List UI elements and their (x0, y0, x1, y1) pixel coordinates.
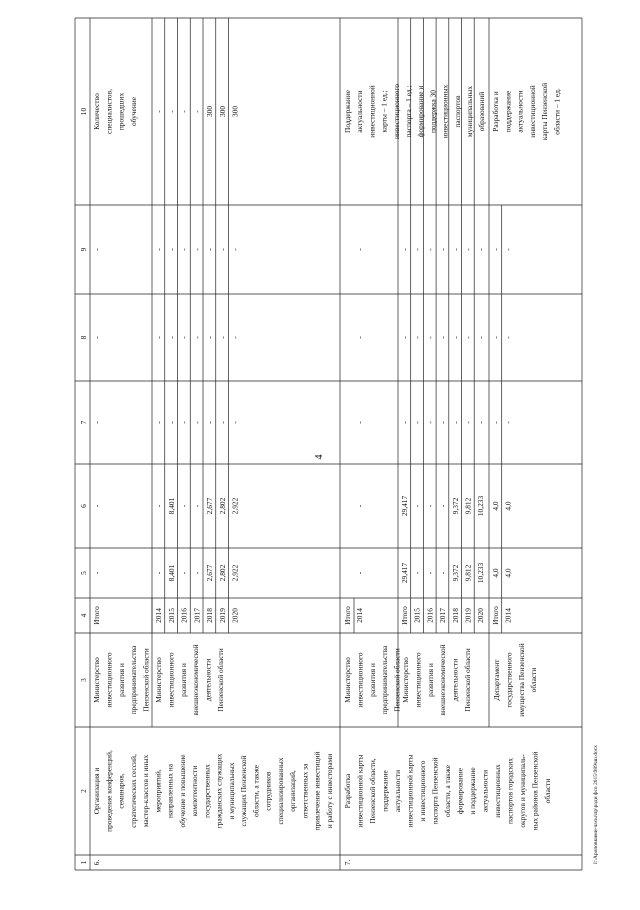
row7-result-label: формирование и (416, 85, 426, 138)
row6-measure: сотрудников (263, 771, 273, 811)
row7-year-value: - (425, 421, 435, 424)
row7-result-c: поддержание (503, 90, 513, 133)
row7-total-value: - (355, 421, 364, 424)
row6-year-value: - (154, 248, 163, 251)
row6-year: 2017 (192, 608, 202, 623)
row7-year-value: 9,372 (450, 564, 460, 582)
row7-year-value: - (450, 336, 460, 339)
row7-executor-a: Пензенской области (392, 648, 402, 712)
row7-measure: поддержание (380, 770, 390, 812)
row6-measure: компетентности (190, 765, 199, 817)
row7-measure: Пензенской области, (368, 758, 377, 824)
row6-year-value: - (192, 248, 202, 251)
row7-year-value: - (425, 571, 435, 575)
row6-year-value: - (192, 504, 202, 508)
row6-year-value: - (230, 421, 240, 424)
row6-total-value: - (92, 248, 101, 251)
row6-year: 2019 (217, 608, 227, 623)
row6-executor-a: развития и (116, 663, 126, 697)
row7-year-value: - (463, 248, 473, 251)
row7-result-label: поддержка 30 (428, 89, 438, 134)
row6-year: 2016 (179, 608, 189, 623)
table-grid (75, 18, 582, 870)
row7-year-value: 10,233 (476, 562, 486, 584)
row7-year-value: - (463, 336, 473, 339)
row7-result-label: паспортов (452, 95, 462, 128)
column-number: 4 (79, 613, 88, 618)
row7-year-value: 4,0 (491, 568, 500, 578)
row7-executor-b: Министерство (401, 657, 410, 703)
row7-year-value: - (400, 336, 409, 339)
page-number: 4 (314, 454, 325, 460)
row7-measure: и инвестиционного (418, 760, 427, 822)
row7-year-value: - (491, 248, 500, 251)
column-number: 3 (79, 678, 88, 682)
row7-total-value: - (355, 336, 364, 339)
row7-year-value: - (438, 336, 448, 339)
row7-year-value: 9,372 (450, 497, 460, 515)
row6-year-value: - (205, 336, 214, 339)
row7-year-value: - (503, 336, 513, 339)
row6-total-value: - (92, 504, 101, 508)
row7-measure: Разработка (343, 773, 352, 809)
row7-total-value: - (355, 504, 364, 508)
row6-total-value: - (92, 336, 101, 339)
row7-measure: паспортов городских (505, 758, 515, 824)
row6-total-label: Итого (92, 606, 101, 625)
row6-year-value: - (205, 248, 214, 251)
row6-executor-b: Пензенской области (216, 648, 225, 712)
row7-year-value: - (476, 421, 486, 424)
column-number: 10 (79, 107, 88, 116)
row7-result-label: паспорта – 1 ед.; (404, 85, 413, 138)
row7-year-value: - (503, 421, 513, 424)
row6-year-value: - (166, 336, 176, 339)
row7-result-c: инвестиционной (527, 85, 537, 138)
row7-executor-a: Министерство (343, 657, 352, 703)
row6-year-value: - (154, 504, 163, 508)
row7-measure: актуальности (393, 769, 402, 813)
row6-executor-b: внешнеэкономической (191, 644, 201, 716)
row6-executor-a: Пензенской области (141, 648, 151, 712)
row6-year-value: 2,677 (205, 564, 214, 582)
row7-executor-b: Пензенской области (463, 648, 472, 712)
row7-executor-b: инвестиционного (413, 652, 423, 708)
row7-measure: области (543, 778, 552, 804)
row7-year-value: 2016 (425, 608, 435, 623)
row7-year-value: 4,0 (491, 501, 500, 511)
row7-total-value: - (355, 571, 364, 575)
column-number: 8 (79, 335, 88, 340)
row7-year-value: - (425, 248, 435, 251)
row7-year-value: - (412, 248, 422, 251)
row7-measure: и поддержание (468, 767, 477, 815)
row7-year-value: - (400, 421, 409, 424)
row6-measure: мероприятий, (153, 769, 163, 813)
row7-result-c: карты Пензенской (540, 82, 550, 141)
column-number: 1 (79, 860, 88, 865)
row6-measure: привлечение инвестиций (312, 751, 322, 831)
row6-measure: и муниципальных (226, 762, 236, 820)
row6-year-value: - (205, 421, 214, 424)
row7-measure: паспорта Пензенской (430, 757, 440, 825)
row7-result-label: инвестиционного (391, 83, 401, 140)
row6-executor-a: предпринимательства (129, 645, 139, 715)
row7-year-value: - (438, 421, 448, 424)
row7-year-value: - (438, 504, 448, 508)
column-number: 7 (79, 420, 88, 425)
row7-year-value: - (438, 248, 448, 251)
row7-executor-a: предпринимательства (380, 645, 390, 715)
row7-year-value: 2017 (438, 608, 448, 623)
row6-year-value: 2,802 (217, 564, 227, 582)
row7-year-value: - (476, 336, 486, 339)
row7-year-value: 4,0 (503, 568, 513, 578)
row7-year-value: 2020 (476, 608, 486, 623)
row6-executor-b: деятельности (203, 658, 213, 702)
row7-measure: актуальности (480, 769, 490, 813)
row6-result-label: Количество (92, 93, 101, 130)
row6-year-value: - (179, 421, 189, 424)
row6-measure: гражданских служащих (214, 753, 224, 829)
row6-year-value: - (154, 571, 163, 575)
column-number: 6 (79, 504, 88, 508)
row7-year-value: - (503, 248, 513, 251)
row6-year-value: - (154, 110, 163, 113)
row6-measure: государственных (202, 764, 212, 818)
row7-year-value: 2015 (412, 608, 422, 623)
row6-executor-a: инвестиционного (104, 652, 114, 708)
row6-year-value: - (166, 110, 176, 113)
row6-year-value: 300 (205, 105, 214, 118)
row7-result-label: инвестиционной (367, 85, 377, 138)
row6-result-label: обучение (128, 96, 138, 127)
column-number: 9 (79, 247, 88, 252)
row6-executor-a: Министерство (92, 657, 101, 703)
row7-result-label: Поддержание (343, 90, 352, 133)
row7-year-value: - (412, 421, 422, 424)
row7-year-value: 10,233 (476, 495, 486, 517)
row7-year-value: - (425, 336, 435, 339)
row7-year-value: 2018 (450, 608, 460, 623)
row7-year-value: - (450, 421, 460, 424)
row7-year-value: 9,812 (463, 564, 473, 582)
row7-year-value: 2019 (463, 608, 473, 623)
row7-year-value: - (438, 571, 448, 575)
row7-measure: области, а также (443, 764, 452, 818)
row7-total-value: - (355, 248, 364, 251)
row6-total-value: - (92, 421, 101, 424)
row6-year-value: - (192, 421, 202, 424)
row7-year-value: - (491, 336, 500, 339)
row6-measure: стратегических сессий, (128, 754, 138, 828)
row6-year: 2020 (230, 608, 240, 623)
row6-year-value: 2,922 (230, 564, 240, 582)
row7-year-value: 29,417 (400, 495, 409, 517)
row6-measure: организаций, (288, 770, 297, 812)
row7-year-value: - (412, 504, 422, 508)
row7-year-value: - (412, 336, 422, 339)
row7-executor-b: развития и (425, 663, 435, 697)
row7-year-value: - (412, 571, 422, 575)
row6-measure: семинаров, (116, 773, 126, 809)
row7-executor-b: внешнеэкономической (438, 644, 448, 716)
row6-measure: мастер-классов и иных (141, 754, 150, 828)
row6-total-value: - (92, 571, 101, 575)
row7-executor-a: инвестиционного (355, 652, 365, 708)
row7-executor-c: государственного (504, 652, 514, 708)
row6-executor-b: инвестиционного (166, 652, 176, 708)
row6-year-value: 2,677 (205, 497, 214, 515)
row7-measure: инвестиционной карты (355, 754, 365, 828)
row6-year-value: - (192, 110, 202, 113)
row7-year-value: - (425, 504, 435, 508)
row7-year-value: - (476, 248, 486, 251)
row6-year-value: 2,802 (217, 497, 227, 515)
row7-result-label: актуальности (355, 90, 365, 133)
row7-executor-c: имущества Пензенской (516, 643, 526, 717)
row6-year-value: 8,401 (166, 497, 176, 515)
column-number: 2 (79, 789, 88, 793)
row7-executor-a: развития и (367, 663, 377, 697)
row7-measure: формирование (455, 768, 465, 814)
row6-year-value: - (192, 571, 202, 575)
row7-year-value: - (463, 421, 473, 424)
row6-measure: области, а также (251, 764, 261, 818)
row6-year-value: - (179, 336, 189, 339)
row7-year-value: 4,0 (503, 501, 513, 511)
row7-year: 2014 (355, 608, 364, 623)
row6-year-value: - (154, 336, 163, 339)
row7-measure: инвестиционных (493, 764, 502, 818)
row7-result-label: образований (477, 91, 487, 132)
row7-result-c: области – 1 ед. (552, 88, 562, 135)
row6-number: 6. (92, 859, 101, 866)
row7-year-value: 29,417 (400, 562, 409, 584)
row7-year-value: - (400, 248, 409, 251)
row6-measure: служащих Пензенской (239, 755, 248, 827)
row6-year-value: - (230, 336, 240, 339)
row6-measure: и работу с инвесторами (324, 753, 334, 829)
row6-measure: проведение конференций, (104, 750, 114, 832)
row7-result-label: муниципальных (465, 85, 474, 138)
row6-year-value: - (217, 336, 227, 339)
row7-year-value: - (491, 421, 500, 424)
row7-result-c: актуальности (515, 90, 525, 133)
row7-number: 7. (343, 859, 352, 866)
row6-year-value: - (192, 336, 202, 339)
row6-year: 2014 (154, 608, 163, 623)
row6-measure: обучение и повышение (177, 754, 187, 828)
row6-executor-b: развития и (178, 663, 188, 697)
row7-measure: округов и муниципаль- (518, 754, 527, 828)
row6-year-value: - (217, 248, 227, 251)
row6-measure: Организация и (92, 767, 101, 815)
column-number: 5 (79, 571, 88, 575)
row7-year-value: 2014 (503, 608, 513, 623)
row6-year: 2018 (205, 608, 214, 623)
row6-measure: ответственных за (300, 763, 310, 819)
row7-year-value: Итого (400, 606, 409, 625)
row6-year-value: - (179, 110, 189, 113)
row6-measure: специализированных (275, 757, 285, 825)
row6-year-value: - (179, 571, 189, 575)
row7-year-value: - (450, 248, 460, 251)
row7-executor-b: деятельности (450, 658, 460, 702)
row7-measure: ных районов Пензенской (530, 751, 540, 831)
row6-year-value: - (166, 421, 176, 424)
row7-executor-c: области (529, 667, 539, 693)
row6-year-value: - (179, 504, 189, 508)
row7-measure: инвестиционной карты (405, 754, 415, 828)
row6-year-value: - (230, 248, 240, 251)
footer-path: I:\Ароповкими-часы\пр\ради фсо 2015\989чш.docx (593, 745, 599, 864)
row7-year-value: Итого (491, 606, 500, 625)
row6-year-value: - (179, 248, 189, 251)
row6-result-label: специалистов, (104, 89, 114, 134)
row6-year: 2015 (166, 608, 176, 623)
row7-result-c: Разработка и (491, 91, 500, 132)
row6-year-value: - (217, 421, 227, 424)
row7-year-value: 9,812 (463, 497, 473, 515)
row6-year-value: 300 (230, 105, 240, 118)
row6-executor-b: Министерство (154, 657, 163, 703)
row6-result-label: прошедших (116, 92, 126, 131)
row6-year-value: 8,401 (166, 564, 176, 582)
row7-executor-c: Департамент (492, 659, 501, 701)
row7-result-label: карты – 1 ед.; (379, 90, 389, 133)
row6-year-value: - (166, 248, 176, 251)
row7-total-label: Итого (343, 606, 352, 625)
row6-year-value: 300 (217, 105, 227, 118)
row6-measure: направленных на (165, 763, 175, 819)
row6-year-value: - (154, 421, 163, 424)
row7-result-label: инвестиционных (440, 84, 450, 139)
row6-year-value: 2,922 (230, 497, 240, 515)
